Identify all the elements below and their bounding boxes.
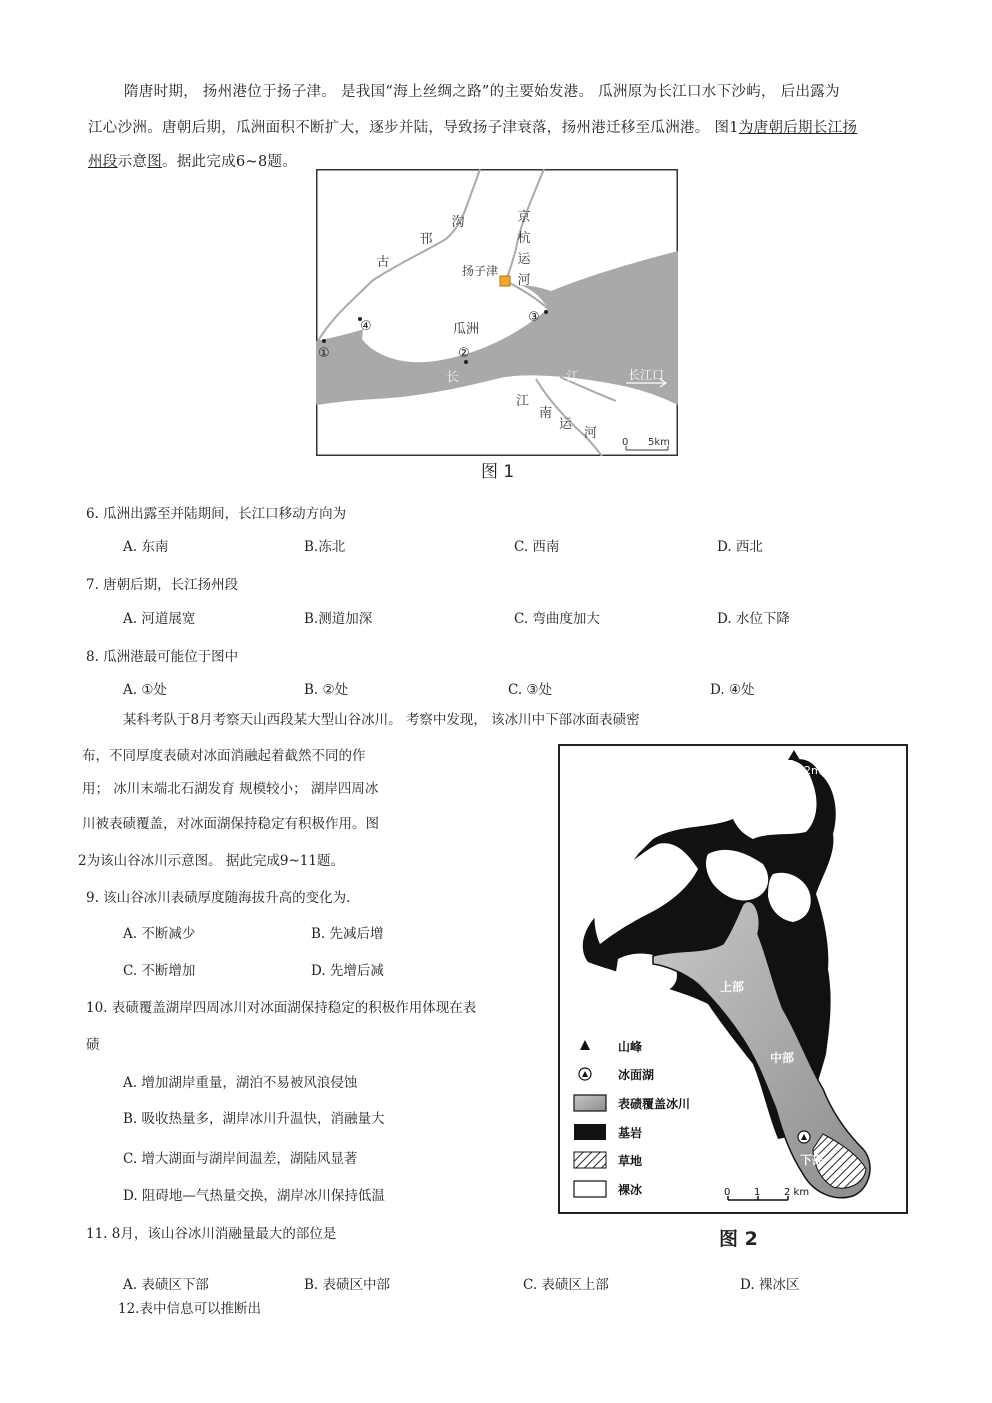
point-1-dot <box>322 339 326 343</box>
q9-stem: 9. 该山谷冰川表碛厚度随海拔升高的变化为. <box>86 890 351 906</box>
q6-stem: 6. 瓜洲出露至并陆期间，长江口移动方向为 <box>86 506 347 522</box>
map-label-point4: ④ <box>360 319 372 334</box>
label-upper: 上部 <box>720 980 745 994</box>
q6-option-b[interactable]: B.冻北 <box>304 539 346 555</box>
figure1-caption: 图 1 <box>481 462 515 482</box>
map-label-point1: ① <box>318 346 330 361</box>
passage2-line1: 某科考队于8月考察天山西段某大型山谷冰川。 考察中发现， 该冰川中下部冰面表碛密 <box>123 712 640 728</box>
map-label-jiangnan-yun: 运 <box>559 417 573 432</box>
passage2-line2: 布，不同厚度表碛对冰面消融起着截然不同的作 <box>82 748 366 764</box>
q7-option-d[interactable]: D. 水位下降 <box>717 611 790 627</box>
label-lower: 下部 <box>800 1153 825 1167</box>
passage1-line2-underlined: 为唐朝后期长江扬 <box>738 120 858 136</box>
map-label-he: 河 <box>517 273 531 288</box>
q6-option-d[interactable]: D. 西北 <box>717 539 763 555</box>
q11-option-c[interactable]: C. 表碛区上部 <box>523 1277 609 1293</box>
map-label-jiangnan-jiang: 江 <box>516 394 530 409</box>
map-label-changjiangkou: 长江口 <box>628 368 665 382</box>
legend-bare-label: 裸冰 <box>618 1183 643 1197</box>
point-3-dot <box>544 310 548 314</box>
passage1-line3-end: 。据此完成6~8题。 <box>162 154 298 170</box>
q8-option-c[interactable]: C. ③处 <box>508 682 553 698</box>
figure2-scale-1: 1 <box>754 1187 761 1198</box>
label-middle: 中部 <box>770 1051 795 1065</box>
figure2-scale-2km: 2 km <box>784 1187 810 1198</box>
legend-bare-swatch <box>574 1181 606 1197</box>
map-label-jiang: 江 <box>566 370 580 385</box>
q10-option-a[interactable]: A. 增加湖岸重量，湖泊不易被风浪侵蚀 <box>123 1075 358 1091</box>
q10-option-c[interactable]: C. 增大湖面与湖岸间温差，湖陆风显著 <box>123 1151 358 1167</box>
q7-option-b[interactable]: B.测道加深 <box>304 611 373 627</box>
legend-debris-swatch <box>574 1095 606 1111</box>
q12-stem: 12.表中信息可以推断出 <box>118 1301 261 1317</box>
q8-option-d[interactable]: D. ④处 <box>710 682 755 698</box>
q9-option-d[interactable]: D. 先增后减 <box>311 963 384 979</box>
q10-option-d[interactable]: D. 阻碍地—气热量交换，湖岸冰川保持低温 <box>123 1188 385 1204</box>
map-label-gu: 古 <box>376 255 390 270</box>
figure2-caption: 图 2 <box>719 1228 758 1250</box>
passage1-line3-underlined2: 图 <box>147 154 163 170</box>
passage1-line3-underlined: 州段 <box>88 154 118 170</box>
map-label-jiangnan-he: 河 <box>584 426 598 441</box>
legend-bedrock-label: 基岩 <box>618 1126 643 1140</box>
map-label-gou: 沟 <box>451 215 465 230</box>
passage1-line2 <box>88 116 857 137</box>
passage1-line3 <box>88 150 297 171</box>
q11-option-b[interactable]: B. 表碛区中部 <box>304 1277 391 1293</box>
map-label-point2: ② <box>458 346 470 361</box>
q7-stem: 7. 唐朝后期，长江扬州段 <box>86 577 239 593</box>
q8-stem: 8. 瓜洲港最可能位于图中 <box>86 649 239 665</box>
q10-option-b[interactable]: B. 吸收热量多，湖岸冰川升温快，消融量大 <box>123 1111 385 1127</box>
passage1-line1: 隋唐时期， 扬州港位于扬子津。 是我国“海上丝绸之路”的主要始发港。 瓜洲原为长江口水下沙屿， 后出露为 <box>124 84 840 100</box>
passage2-line5: 2为该山谷冰川示意图。 据此完成9~11题。 <box>78 853 344 869</box>
q7-option-c[interactable]: C. 弯曲度加大 <box>514 611 600 627</box>
legend-grass-swatch <box>574 1152 606 1168</box>
peak-elevation-label: 4342m <box>783 764 822 777</box>
q7-option-a[interactable]: A. 河道展宽 <box>123 611 196 627</box>
yangzijin-port-icon <box>500 276 510 286</box>
passage1-line2-text: 江心沙洲。唐朝后期，瓜洲面积不断扩大，逐步并陆，导致扬子津衰落，扬州港迁移至瓜洲港。 图1 <box>88 120 739 136</box>
map-label-point3: ③ <box>528 310 540 325</box>
passage2-line3: 用； 冰川末端北石湖发育 规模较小； 湖岸四周冰 <box>82 781 379 797</box>
q9-option-a[interactable]: A. 不断减少 <box>123 926 196 942</box>
q6-option-c[interactable]: C. 西南 <box>514 539 560 555</box>
passage2-line4: 川被表碛覆盖，对冰面湖保持稳定有积极作用。图 <box>82 816 379 832</box>
legend-bedrock-swatch <box>574 1124 606 1140</box>
q8-option-b[interactable]: B. ②处 <box>304 682 349 698</box>
figure2-scale-0: 0 <box>724 1187 731 1198</box>
map-label-yun: 运 <box>517 252 531 267</box>
map-label-chang: 长 <box>446 370 460 385</box>
map-label-han: 邗 <box>419 232 433 247</box>
passage1-line3-text: 示意 <box>117 154 148 170</box>
q11-option-d[interactable]: D. 裸冰区 <box>740 1277 800 1293</box>
q11-option-a[interactable]: A. 表碛区下部 <box>123 1277 209 1293</box>
figure1-map <box>316 169 678 456</box>
map-label-yangzijin: 扬子津 <box>462 264 499 278</box>
q8-option-a[interactable]: A. ①处 <box>123 682 167 698</box>
figure2-glacier-map <box>558 744 908 1214</box>
figure1-scale-5km: 5km <box>648 437 670 448</box>
q9-option-c[interactable]: C. 不断增加 <box>123 963 196 979</box>
legend-peak-label: 山峰 <box>618 1040 643 1054</box>
q6-option-a[interactable]: A. 东南 <box>123 539 169 555</box>
q11-stem: 11. 8月，该山谷冰川消融量最大的部位是 <box>86 1226 337 1242</box>
q9-option-b[interactable]: B. 先减后增 <box>311 926 384 942</box>
figure1-scale-0: 0 <box>622 437 629 448</box>
legend-debris-label: 表碛覆盖冰川 <box>618 1097 691 1111</box>
map-label-guazhou: 瓜洲 <box>453 322 480 337</box>
map-label-hang: 杭 <box>517 231 531 246</box>
legend-lake-label: 冰面湖 <box>618 1068 655 1082</box>
q10-stem-line2: 碛 <box>86 1037 100 1053</box>
map-label-jing: 京 <box>517 210 531 225</box>
legend-grass-label: 草地 <box>618 1154 643 1168</box>
q10-stem-line1: 10. 表碛覆盖湖岸四周冰川对冰面湖保持稳定的积极作用体现在表 <box>86 1000 477 1016</box>
map-label-jiangnan-nan: 南 <box>539 406 553 421</box>
